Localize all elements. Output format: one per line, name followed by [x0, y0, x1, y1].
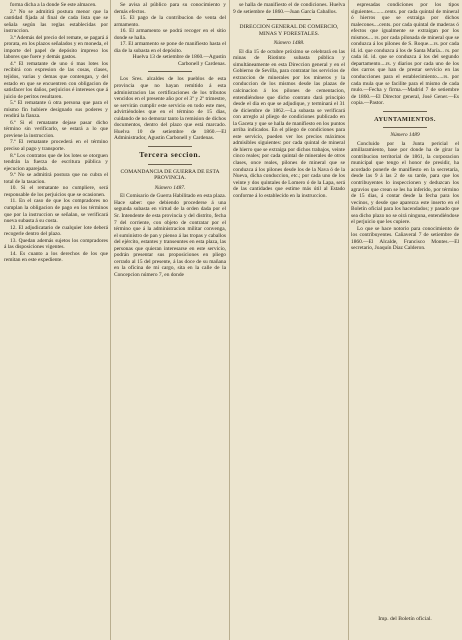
- paragraph: 5.ª El rematante ú otra persona que para el mismo fin hubiere designado sus poderes y rendirá la fianza.: [4, 100, 108, 120]
- section-title: Tercera seccion.: [139, 149, 201, 159]
- section-title: AYUNTAMIENTOS.: [374, 115, 436, 123]
- signature: Huelva 13 de setiembre de 1860.—Agustin Carbonell y Cardenas.: [132, 54, 226, 67]
- section-subtitle: COMANDANCIA DE GUERRA DE ESTA PROVINCIA.: [120, 168, 220, 182]
- paragraph: 11. En el caso de que los compradores no cumplan la obligacion de pago en los términos que por la instruccion se señalan, se verificará nueva subasta á su costa.: [4, 198, 108, 225]
- paragraph: 3.ª Además del precio del remate, se pagará á prorata, en los plazos señalados y en moneda, el importe del papel de depósito impreso los labores que fuere y demás gastos.: [4, 34, 108, 61]
- column-4: [351, 2, 459, 638]
- section-subtitle: DIRECCION GENERAL DE COMERCIO, MINAS Y FORESTALES.: [239, 24, 339, 37]
- paragraph: El Comisario de Guerra Habilitado en esta plaza. Hace saber: que debiendo procederse á una segunda subasta en virtud de la orden dada por el Sr. Intendente de esta provincia y del distrito, fecha 7 del corriente, con objeto de contratar por el término que á la administracion militar convenga, el suministro de pan y pienso á las tropas y caballos del ejército, estantes y transeuntes en esta plaza, las personas que quieran interesarse en este servicio, podrán presentar sus proposiciones en pliego cerrado al 15 del presente, á las doce de su mañana en la oficina de mi cargo, sita en la calle de la Concepcion número 7, en donde: [114, 193, 226, 278]
- paragraph: 12. El adjudicatario de cualquier lote deberá recogerle dentro del plazo.: [4, 224, 108, 238]
- separator: [383, 111, 426, 112]
- separator: [148, 71, 193, 72]
- notice-number: Número 1489: [390, 132, 420, 139]
- paragraph: 17. El armamento se pone de manifiesto hasta el dia de la subasta en el depósito.: [114, 41, 226, 54]
- paragraph: 6.ª Si el rematante dejase pasar dicho término sin verificarlo, se estará a lo que previene la instruccion.: [4, 119, 108, 139]
- paragraph: Concluido por la Junta pericial el amillaramiento, base por donde ha de girar la contribucion territorial de 1861, la corporacion municipal que tengo el honor de presidir, ha acordado ponerle de manifiesto en la secretaría, desde las 9 á las 2 de su tarde, para que los contribuyentes lo inspeccionen y deduzcan los agravios que crean se les ha inferido, por término de 15 dias, á contar desde la fecha para los vecinos, y desde que aparezca este inserto en el Boletín oficial para los hacendados; y pasado que sea dicho plazo no se oirá ninguna, entendiéndose el perjuicio que les cupiere.: [351, 140, 459, 226]
- notice-number: Número 1488.: [273, 40, 305, 47]
- column-1: [4, 2, 108, 638]
- paragraph: El dia 15 de octubre próximo se celebrará en las minas de Riotinto subasta pública y simultáneamente en esta Direccion general y en el Gobierno de Sevilla, para contratar los servicios de extraccion de minerales por los mineros y la conduccion de los mismos desde las plazas de calcinacion á los pilones de cementacion, entendiéndose que dicho contrato dará principio desde el dia en que se adjudique, y terminará el 31 de diciembre de 1862.—La subasta se verificará con arreglo al pliego de condiciones publicado en la Gaceta y que se halla de manifiesto en los puntos arriba indicados. En el pliego de condiciones para este servicio, pueden ver los precios máximos admisibles siguientes: por cada quintal de mineral de hierro que se extraiga por dichos trabajos, veinte cinco reales; por cada quintal de minerales de otros clases, once reales, pilones de mineral que se conduzca á los pilones desde los de la Nava ó de la Nueva, dicha conduccion, etc.; por cada uno de los veinte y dos quintales de Lomero ó de la Lapa, será de las cantidades que estime más útil al Estado conforme á lo establecido en la instruccion.: [233, 48, 345, 199]
- column-rule: [229, 0, 230, 640]
- printer-imprint: Imp. del Boletín oficial.: [378, 616, 432, 622]
- column-2: [114, 2, 226, 638]
- separator: [267, 19, 312, 20]
- paragraph: 8.ª Los contratos que de los lotes se otorguen tendrán la fuerza de escritura pública y ejecucion aparejada.: [4, 152, 108, 172]
- paragraph: 4.ª El rematante de uno ó mas lotes los recibirá con expresion de las cosas, clases, tejidos, varias y demas que contengan, y del estado en que se encuentren con obligacion de satisfacer los daños, perjuicios é intereses que á juicio de peritos resultaren.: [4, 60, 108, 100]
- paragraph: 13. Quedan además sujetos los compradores á las disposiciones vigentes.: [4, 237, 108, 251]
- separator: [383, 127, 426, 128]
- paragraph: 15. El pago de la contribucion de venta del armamento.: [114, 15, 226, 28]
- separator: [148, 146, 193, 147]
- paragraph: Se avisa al público para su conocimiento y demás efectos.: [114, 2, 226, 15]
- paragraph: se halla de manifiesto el de condiciones. Huelva 9 de setiembre de 1860.—Juan García Caballos.: [233, 2, 345, 15]
- paragraph: 9.ª No se admitirá postura que no cubra el total de la tasacion.: [4, 172, 108, 185]
- column-rule: [110, 0, 111, 640]
- paragraph: Lo que se hace notorio para conocimiento de los contribuyentes. Cañaveral 7 de setiembre de 1860.—El Alcalde, Francisco Montes.—El secretario, Joaquín Diaz Calderon.: [351, 225, 459, 252]
- paragraph: 10. Si el rematante no cumpliere, será responsable de los perjuicios que se ocasionen.: [4, 185, 108, 198]
- paragraph: espresadas condiciones por los tipos siguientes.........cents. por cada quintal de mineral ó hierros que se extraiga por dichos malecones....cents. por cada quintal de maderas ó efectos que igualmente se extraigan por los mismos.... rs. por cada pilonada de mineral que se conduzca á los pilones de S. Roque....rs. por cada íd. id. que conduzca á los de Santa María... rs. por cada íd. id. que se conduzca á los del segundo departamento....rs. y diarios por cada uno de los dos carros que han de prestar servicio en las conducciones para el establecimiento.....rs. por cada mula que se facilite para el mismo de cada mulo.—Fecha y firma.—Madrid 7 de setiembre de 1860.—El Director general, José Gener.—Es copia.—Pastor.: [351, 2, 459, 107]
- paragraph: 7.ª El rematante procederá en el término preciso al pago y transporte.: [4, 139, 108, 153]
- paragraph: 14. Es cuanto a los derechos de los que remitan en este expediente.: [4, 250, 108, 264]
- paragraph: forma dicha a la donde Se este almacen.: [10, 2, 97, 8]
- separator: [148, 164, 193, 165]
- notice-number: Número 1487.: [154, 184, 186, 191]
- column-rule: [348, 0, 349, 640]
- column-3: [233, 2, 345, 638]
- paragraph: 2.ª No se admitirá postura menor que la cantidad fijada al final de cada lista que se señala según las reglas establecidas por instruccion.: [4, 8, 108, 35]
- paragraph: 16. El armamento se podrá recoger en el sitio donde se halla.: [114, 28, 226, 41]
- paragraph: Los Sres. alcaldes de los pueblos de esta provincia que no hayan remitido á esta administracion las certificaciones de los tributos vencidos en el presente año por el 3º y 2º trimestre, se servirán cumplir este servicio en todo este mes, advirtiéndoles que en el término de 15 dias, cuidando de no demorar tanto la remision de dichos documentos, dentro del plazo que está marcado. Huelva 10 de setiembre de 1860.—El Administrador, Agustin Carbonell y Cardenas.: [114, 76, 226, 142]
